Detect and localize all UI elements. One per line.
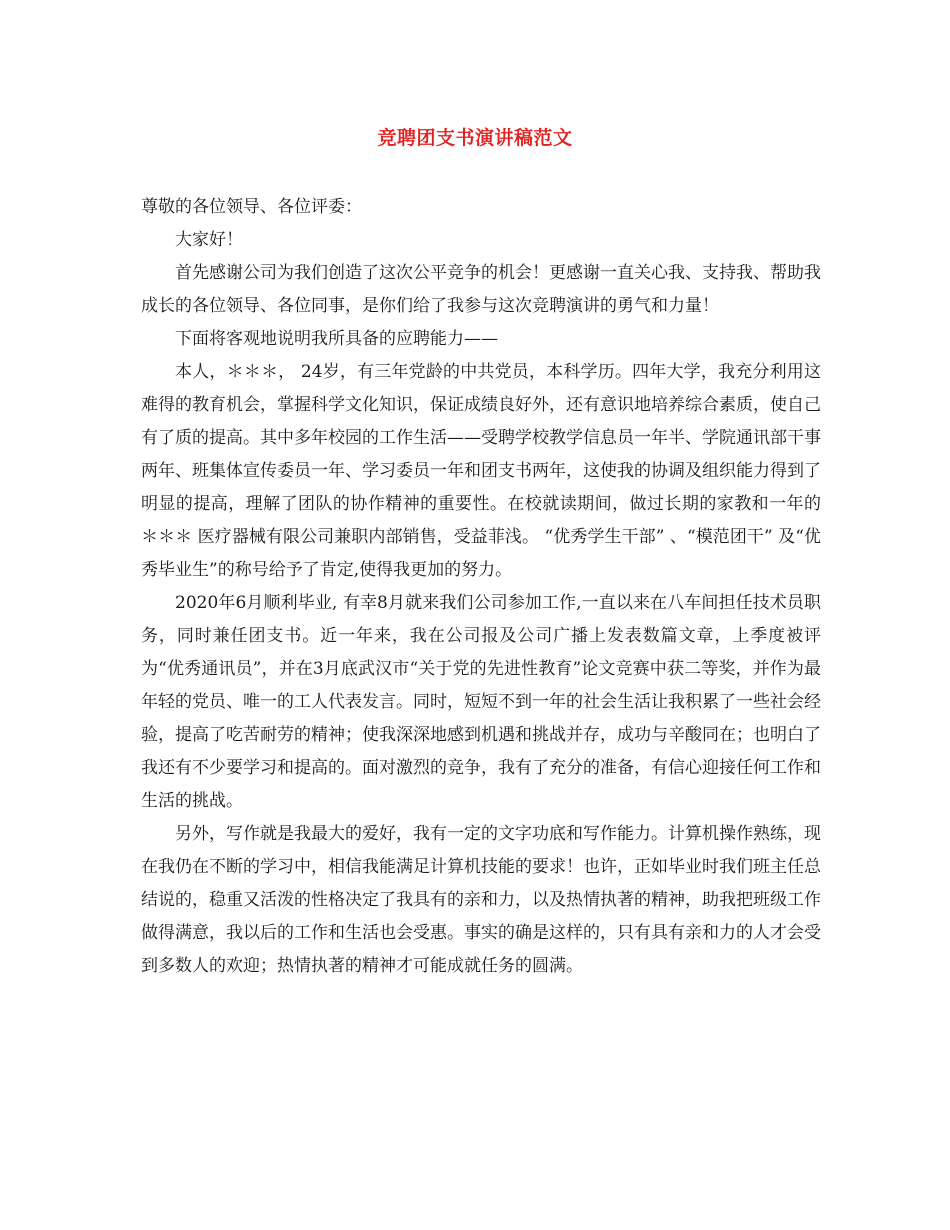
document-body bbox=[141, 191, 821, 983]
salutation: 尊敬的各位领导、各位评委： bbox=[141, 197, 362, 217]
paragraph-greeting: 大家好！ bbox=[175, 230, 243, 250]
paragraph-intro: 下面将客观地说明我所具备的应聘能力—— bbox=[175, 329, 498, 349]
paragraph-thanks: 首先感谢公司为我们创造了这次公平竞争的机会！更感谢一直关心我、支持我、帮助我成长的各位领导、各位同事，是你们给了我参与这次竞聘演讲的勇气和力量！ bbox=[141, 263, 821, 316]
document-title: 竞聘团支书演讲稿范文 bbox=[377, 127, 573, 149]
paragraph-work-experience: 2020年6月顺利毕业, 有幸8月就来我们公司参加工作,一直以来在八车间担任技术员职务，同时兼任团支书。近一年来，我在公司报及公司广播上发表数篇文章，上季度被评为“优秀通讯员”，并在3月底武汉市“关于党的先进性教育”论文竞赛中获二等奖，并作为最年轻的党员、唯一的工人代表发言。同时，短短不到一年的社会生活让我积累了一些社会经验，提高了吃苦耐劳的精神；使我深深地感到机遇和挑战并存，成功与辛酸同在；也明白了我还有不少要学习和提高的。面对激烈的竞争，我有了充分的准备，有信心迎接任何工作和生活的挑战。 bbox=[141, 593, 821, 811]
paragraph-skills: 另外，写作就是我最大的爱好，我有一定的文字功底和写作能力。计算机操作熟练，现在我仍在不断的学习中，相信我能满足计算机技能的要求！也许，正如毕业时我们班主任总结说的，稳重又活泼的性格决定了我具有的亲和力，以及热情执著的精神，助我把班级工作做得满意，我以后的工作和生活也会受惠。事实的确是这样的，只有具有亲和力的人才会受到多数人的欢迎；热情执著的精神才可能成就任务的圆满。 bbox=[141, 824, 821, 976]
paragraph-background: 本人，＊＊＊， 24岁，有三年党龄的中共党员，本科学历。四年大学，我充分利用这难得的教育机会，掌握科学文化知识，保证成绩良好外，还有意识地培养综合素质，使自己有了质的提高。其中多年校园的工作生活——受聘学校教学信息员一年半、学院通讯部干事两年、班集体宣传委员一年、学习委员一年和团支书两年，这使我的协调及组织能力得到了明显的提高，理解了团队的协作精神的重要性。在校就读期间，做过长期的家教和一年的 ＊＊＊ 医疗器械有限公司兼职内部销售，受益菲浅。 “优秀学生干部” 、“模范团干” 及“优秀毕业生”的称号给予了肯定,使得我更加的努力。 bbox=[141, 362, 821, 580]
